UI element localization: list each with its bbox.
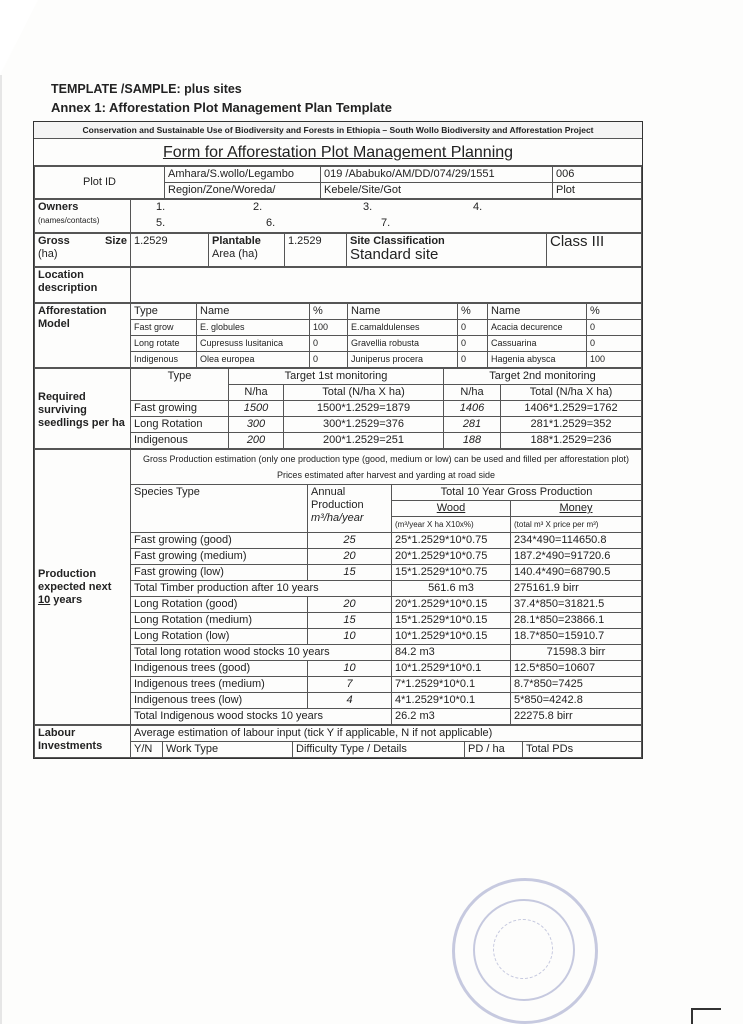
production-money: 18.7*850=15910.7 [511, 629, 642, 645]
production-annual: 25 [308, 533, 392, 549]
plantable-value: 1.2529 [285, 234, 347, 267]
model-header-pct3: % [587, 304, 642, 320]
production-annual: 15 [308, 565, 392, 581]
production-money: 187.2*490=91720.6 [511, 549, 642, 565]
production-wood: 20*1.2529*10*0.75 [392, 549, 511, 565]
model-cell: Indigenous [131, 352, 197, 368]
production-annual: 10 [308, 629, 392, 645]
owners-table [34, 199, 642, 233]
owner-6: 6. [266, 217, 276, 229]
form-title [34, 139, 642, 166]
model-cell: Fast grow [131, 320, 197, 336]
production-label-b: expected next [38, 580, 112, 593]
model-header-pct2: % [458, 304, 488, 320]
ind-total-money: 22275.8 birr [511, 709, 642, 725]
gross10-label: Total 10 Year Gross Production [392, 485, 642, 501]
seedling-nha1: 200 [229, 433, 284, 449]
seedling-type: Long Rotation [131, 417, 229, 433]
description-label: description [38, 282, 98, 294]
annual-label-a: Annual [311, 486, 346, 498]
labour-col-pd-ha: PD / ha [465, 742, 523, 758]
model-cell: E. globules [197, 320, 310, 336]
production-money: 28.1*850=23866.1 [511, 613, 642, 629]
plot-id-label: Plot ID [35, 167, 165, 199]
labour-note: Average estimation of labour input (tick Y if applicable, N if not applicable) [131, 726, 642, 742]
plantable-sub: Area (ha) [212, 248, 258, 260]
seedling-total2: 281*1.2529=352 [501, 417, 642, 433]
gross-label: Gross [38, 235, 70, 247]
location-label: Location [38, 269, 84, 281]
model-cell: Acacia decurence [488, 320, 587, 336]
location-table [34, 267, 642, 303]
production-annual: 7 [308, 677, 392, 693]
total-2-label: Total (N/ha X ha) [501, 385, 642, 401]
model-cell: Gravellia robusta [348, 336, 458, 352]
money-label: Money [511, 501, 642, 517]
model-header-name2: Name [348, 304, 458, 320]
production-species: Fast growing (medium) [131, 549, 308, 565]
template-heading: TEMPLATE /SAMPLE: plus sites [51, 82, 242, 96]
production-species: Long Rotation (good) [131, 597, 308, 613]
annual-label-c: m³/ha/year [311, 512, 364, 524]
model-cell: 100 [587, 352, 642, 368]
production-species: Long Rotation (medium) [131, 613, 308, 629]
seedlings-label: Required surviving seedlings per ha [35, 369, 131, 449]
production-money: 12.5*850=10607 [511, 661, 642, 677]
kebele-label: Kebele/Site/Got [321, 183, 553, 199]
owner-1: 1. [156, 201, 166, 213]
form-title-text: Form for Afforestation Plot Management Planning [162, 144, 514, 161]
production-money: 5*850=4242.8 [511, 693, 642, 709]
model-cell: 0 [310, 352, 348, 368]
production-species: Indigenous trees (low) [131, 693, 308, 709]
region-label: Region/Zone/Woreda/ [165, 183, 321, 199]
plot-id-table [34, 166, 642, 199]
production-wood: 10*1.2529*10*0.1 [392, 661, 511, 677]
nha-2-label: N/ha [444, 385, 501, 401]
total-1-label: Total (N/ha X ha) [284, 385, 444, 401]
afforestation-model-table [34, 303, 642, 368]
plantable-label: Plantable [212, 235, 261, 247]
production-wood: 7*1.2529*10*0.1 [392, 677, 511, 693]
production-money: 8.7*850=7425 [511, 677, 642, 693]
production-annual: 10 [308, 661, 392, 677]
production-table [34, 449, 642, 725]
owner-7: 7. [381, 217, 391, 229]
seedling-nha1: 1500 [229, 401, 284, 417]
production-species: Fast growing (low) [131, 565, 308, 581]
model-cell: 0 [310, 336, 348, 352]
annex-heading: Annex 1: Afforestation Plot Management Plan Template [51, 100, 392, 115]
site-class-value: Standard site [350, 246, 439, 263]
target-1-label: Target 1st monitoring [229, 369, 444, 385]
seedling-total2: 188*1.2529=236 [501, 433, 642, 449]
production-label-d: years [50, 593, 83, 606]
labour-label: Labour [38, 727, 76, 739]
owner-5: 5. [156, 217, 166, 229]
owner-3: 3. [363, 201, 373, 213]
seedlings-table [34, 368, 642, 449]
long-total-money: 71598.3 birr [511, 645, 642, 661]
seedling-nha2: 1406 [444, 401, 501, 417]
production-label-a: Production [38, 567, 97, 580]
production-wood: 15*1.2529*10*0.75 [392, 565, 511, 581]
model-cell: Cassuarina [488, 336, 587, 352]
seedling-nha2: 188 [444, 433, 501, 449]
production-wood: 20*1.2529*10*0.15 [392, 597, 511, 613]
model-cell: Juniperus procera [348, 352, 458, 368]
production-annual: 20 [308, 597, 392, 613]
model-label-b: Model [38, 318, 70, 330]
fast-total-wood: 561.6 m3 [392, 581, 511, 597]
page-corner [0, 0, 38, 75]
model-cell: 0 [587, 336, 642, 352]
seedling-total1: 300*1.2529=376 [284, 417, 444, 433]
seedling-type: Indigenous [131, 433, 229, 449]
model-cell: Hagenia abysca [488, 352, 587, 368]
production-wood: 4*1.2529*10*0.1 [392, 693, 511, 709]
ind-total-wood: 26.2 m3 [392, 709, 511, 725]
labour-col-yn: Y/N [131, 742, 163, 758]
seedlings-type-label: Type [131, 369, 229, 401]
nha-1-label: N/ha [229, 385, 284, 401]
annual-label-b: Production [311, 499, 364, 511]
production-money: 37.4*850=31821.5 [511, 597, 642, 613]
scan-edge [0, 75, 2, 1024]
production-wood: 10*1.2529*10*0.15 [392, 629, 511, 645]
wood-unit: (m³/year X ha X10x%) [392, 517, 511, 533]
model-label-a: Afforestation [38, 305, 107, 317]
seedling-total1: 200*1.2529=251 [284, 433, 444, 449]
ha-label: (ha) [38, 248, 58, 260]
location-value [131, 268, 642, 303]
model-cell: 0 [458, 320, 488, 336]
species-type-label: Species Type [131, 485, 308, 533]
seedling-total2: 1406*1.2529=1762 [501, 401, 642, 417]
project-banner: Conservation and Sustainable Use of Biodiversity and Forests in Ethiopia – South Wollo Biodiversity and Afforestation Project [34, 122, 642, 139]
money-unit: (total m³ X price per m³) [511, 517, 642, 533]
kebele-value: 019 /Ababuko/AM/DD/074/29/1551 [321, 167, 553, 183]
production-wood: 15*1.2529*10*0.15 [392, 613, 511, 629]
target-2-label: Target 2nd monitoring [444, 369, 642, 385]
labour-col-difficulty: Difficulty Type / Details [293, 742, 465, 758]
production-species: Fast growing (good) [131, 533, 308, 549]
seedling-total1: 1500*1.2529=1879 [284, 401, 444, 417]
model-header-type: Type [131, 304, 197, 320]
long-total-wood: 84.2 m3 [392, 645, 511, 661]
official-stamp [452, 878, 598, 1024]
model-cell: 0 [458, 336, 488, 352]
ind-total-label: Total Indigenous wood stocks 10 years [131, 709, 392, 725]
production-annual: 15 [308, 613, 392, 629]
model-header-name3: Name [488, 304, 587, 320]
production-species: Indigenous trees (good) [131, 661, 308, 677]
production-money: 140.4*490=68790.5 [511, 565, 642, 581]
seedling-type: Fast growing [131, 401, 229, 417]
seedling-nha1: 300 [229, 417, 284, 433]
production-wood: 25*1.2529*10*0.75 [392, 533, 511, 549]
management-plan-form [33, 121, 643, 759]
seedling-nha2: 281 [444, 417, 501, 433]
model-cell: Cupresuss lusitanica [197, 336, 310, 352]
model-cell: 0 [587, 320, 642, 336]
fast-total-label: Total Timber production after 10 years [131, 581, 392, 597]
labour-col-total-pds: Total PDs [523, 742, 642, 758]
owners-label: Owners [38, 201, 79, 213]
production-annual: 4 [308, 693, 392, 709]
model-header-pct1: % [310, 304, 348, 320]
labour-col-work-type: Work Type [163, 742, 293, 758]
model-cell: E.camaldulenses [348, 320, 458, 336]
owner-2: 2. [253, 201, 263, 213]
fast-total-money: 275161.9 birr [511, 581, 642, 597]
production-label-c: 10 [38, 593, 51, 606]
production-species: Long Rotation (low) [131, 629, 308, 645]
model-cell: 0 [458, 352, 488, 368]
gross-value: 1.2529 [131, 234, 209, 267]
production-note: Gross Production estimation (only one production type (good, medium or low) can be used and filled per afforestation plot) Prices estimated after harvest and yarding at road side [131, 450, 642, 485]
class-value: Class III [547, 234, 642, 267]
model-cell: Long rotate [131, 336, 197, 352]
production-money: 234*490=114650.8 [511, 533, 642, 549]
long-total-label: Total long rotation wood stocks 10 years [131, 645, 392, 661]
labour-table [34, 725, 642, 758]
production-species: Indigenous trees (medium) [131, 677, 308, 693]
site-class-label: Site Classification [350, 235, 445, 247]
gross-size-table [34, 233, 642, 267]
plot-label: Plot [553, 183, 642, 199]
production-annual: 20 [308, 549, 392, 565]
plot-value: 006 [553, 167, 642, 183]
owners-sublabel: (names/contacts) [38, 216, 100, 225]
region-value: Amhara/S.wollo/Legambo [165, 167, 321, 183]
owner-4: 4. [473, 201, 483, 213]
wood-label: Wood [392, 501, 511, 517]
page-corner-mark [691, 1008, 721, 1024]
model-cell: 100 [310, 320, 348, 336]
model-header-name1: Name [197, 304, 310, 320]
model-cell: Olea europea [197, 352, 310, 368]
size-label: Size [104, 235, 127, 247]
investments-label: Investments [38, 740, 103, 752]
